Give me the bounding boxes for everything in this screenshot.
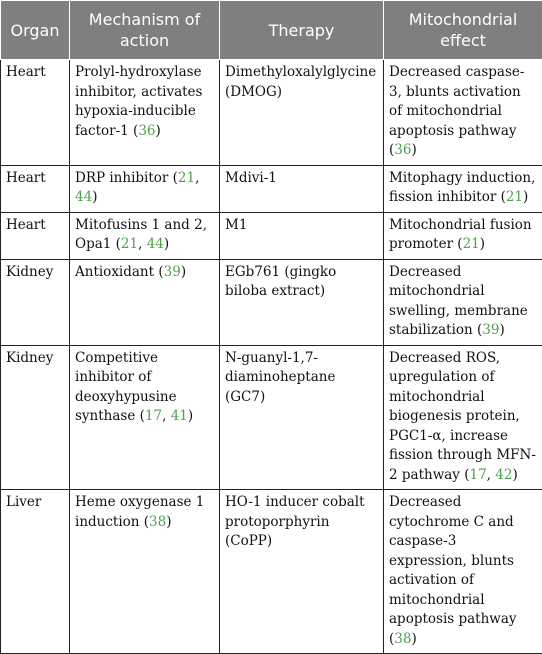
cell-text: , — [138, 236, 147, 252]
cell-text: Antioxidant ( — [75, 264, 164, 280]
reference-link[interactable]: 38 — [394, 631, 411, 647]
reference-link[interactable]: 21 — [463, 236, 480, 252]
cell-text: ) — [512, 467, 517, 483]
cell-organ: Kidney — [1, 345, 70, 490]
cell-text: ) — [181, 264, 186, 280]
cell-text: Decreased caspase-3, blunts activation of mitochondrial apoptosis pathway ( — [389, 64, 524, 158]
table-row — [1, 212, 542, 259]
cell-organ: Heart — [1, 60, 70, 166]
cell-organ: Heart — [1, 212, 70, 259]
cell-text: ) — [411, 631, 416, 647]
cell-mechanism — [70, 345, 220, 490]
cell-effect — [384, 259, 542, 345]
cell-text: DRP inhibitor ( — [75, 170, 178, 186]
table-row — [1, 259, 542, 345]
reference-link[interactable]: 36 — [394, 142, 411, 158]
cell-effect — [384, 345, 542, 490]
cell-organ: Liver — [1, 490, 70, 654]
reference-link[interactable]: 38 — [149, 514, 166, 530]
reference-link[interactable]: 44 — [147, 236, 164, 252]
cell-effect — [384, 60, 542, 166]
cell-therapy — [220, 165, 384, 212]
cell-text: HO-1 inducer cobalt protoporphyrin (CoPP) — [225, 494, 365, 549]
cell-text: ) — [166, 514, 171, 530]
cell-text: ) — [92, 189, 97, 205]
reference-link[interactable]: 21 — [178, 170, 195, 186]
cell-text: Mitochondrial fusion promoter ( — [389, 217, 532, 253]
cell-text: Mdivi-1 — [225, 170, 277, 186]
cell-effect — [384, 212, 542, 259]
cell-text: Decreased mitochondrial swelling, membrane stabilization ( — [389, 264, 528, 339]
cell-mechanism — [70, 212, 220, 259]
cell-text: ) — [188, 408, 193, 424]
cell-text: , — [195, 170, 199, 186]
header-mechanism: Mechanism of action — [70, 1, 220, 60]
cell-text: ) — [156, 123, 161, 139]
cell-text: , — [162, 408, 171, 424]
cell-text: Decreased ROS, upregulation of mitochondrial biogenesis protein, PGC1-α, increase fission through MFN-2 pathway ( — [389, 350, 536, 483]
cell-text: Prolyl-hydroxylase inhibitor, activates hypoxia-inducible factor-1 ( — [75, 64, 202, 139]
reference-link[interactable]: 21 — [506, 189, 523, 205]
cell-text: Mitophagy induction, fission inhibitor ( — [389, 170, 535, 206]
reference-link[interactable]: 42 — [495, 467, 512, 483]
table-row — [1, 345, 542, 490]
reference-link[interactable]: 44 — [75, 189, 92, 205]
cell-text: Dimethyloxalylglycine (DMOG) — [225, 64, 376, 100]
cell-mechanism — [70, 490, 220, 654]
cell-therapy — [220, 60, 384, 166]
table-header-row — [1, 1, 542, 60]
reference-link[interactable]: 41 — [171, 408, 188, 424]
cell-organ: Heart — [1, 165, 70, 212]
cell-text: ) — [499, 322, 504, 338]
table-row — [1, 165, 542, 212]
cell-text: ) — [164, 236, 169, 252]
reference-link[interactable]: 17 — [145, 408, 162, 424]
reference-link[interactable]: 36 — [138, 123, 155, 139]
cell-mechanism — [70, 60, 220, 166]
cell-effect — [384, 490, 542, 654]
cell-text: EGb761 (gingko biloba extract) — [225, 264, 336, 300]
cell-text: N-guanyl-1,7-diaminoheptane (GC7) — [225, 350, 335, 405]
reference-link[interactable]: 39 — [164, 264, 181, 280]
cell-text: Heme oxygenase 1 induction ( — [75, 494, 204, 530]
reference-link[interactable]: 21 — [121, 236, 138, 252]
table-row — [1, 490, 542, 654]
cell-organ: Kidney — [1, 259, 70, 345]
reference-link[interactable]: 17 — [469, 467, 486, 483]
cell-text: , — [487, 467, 496, 483]
cell-effect — [384, 165, 542, 212]
table-row — [1, 60, 542, 166]
cell-mechanism — [70, 259, 220, 345]
reference-link[interactable]: 39 — [482, 322, 499, 338]
header-therapy: Therapy — [220, 1, 384, 60]
cell-text: Competitive inhibitor of deoxyhypusine synthase ( — [75, 350, 177, 425]
cell-therapy — [220, 259, 384, 345]
cell-text: ) — [523, 189, 528, 205]
header-effect: Mitochondrial effect — [384, 1, 542, 60]
table-body — [1, 60, 542, 654]
cell-text: Decreased cytochrome C and caspase-3 expression, blunts activation of mitochondrial apoptosis pathway ( — [389, 494, 517, 647]
header-organ: Organ — [1, 1, 70, 60]
cell-text: ) — [411, 142, 416, 158]
cell-text: Mitofusins 1 and 2, Opa1 ( — [75, 217, 207, 253]
cell-text: ) — [480, 236, 485, 252]
cell-mechanism — [70, 165, 220, 212]
cell-therapy — [220, 490, 384, 654]
cell-therapy — [220, 212, 384, 259]
cell-therapy — [220, 345, 384, 490]
cell-text: M1 — [225, 217, 247, 233]
